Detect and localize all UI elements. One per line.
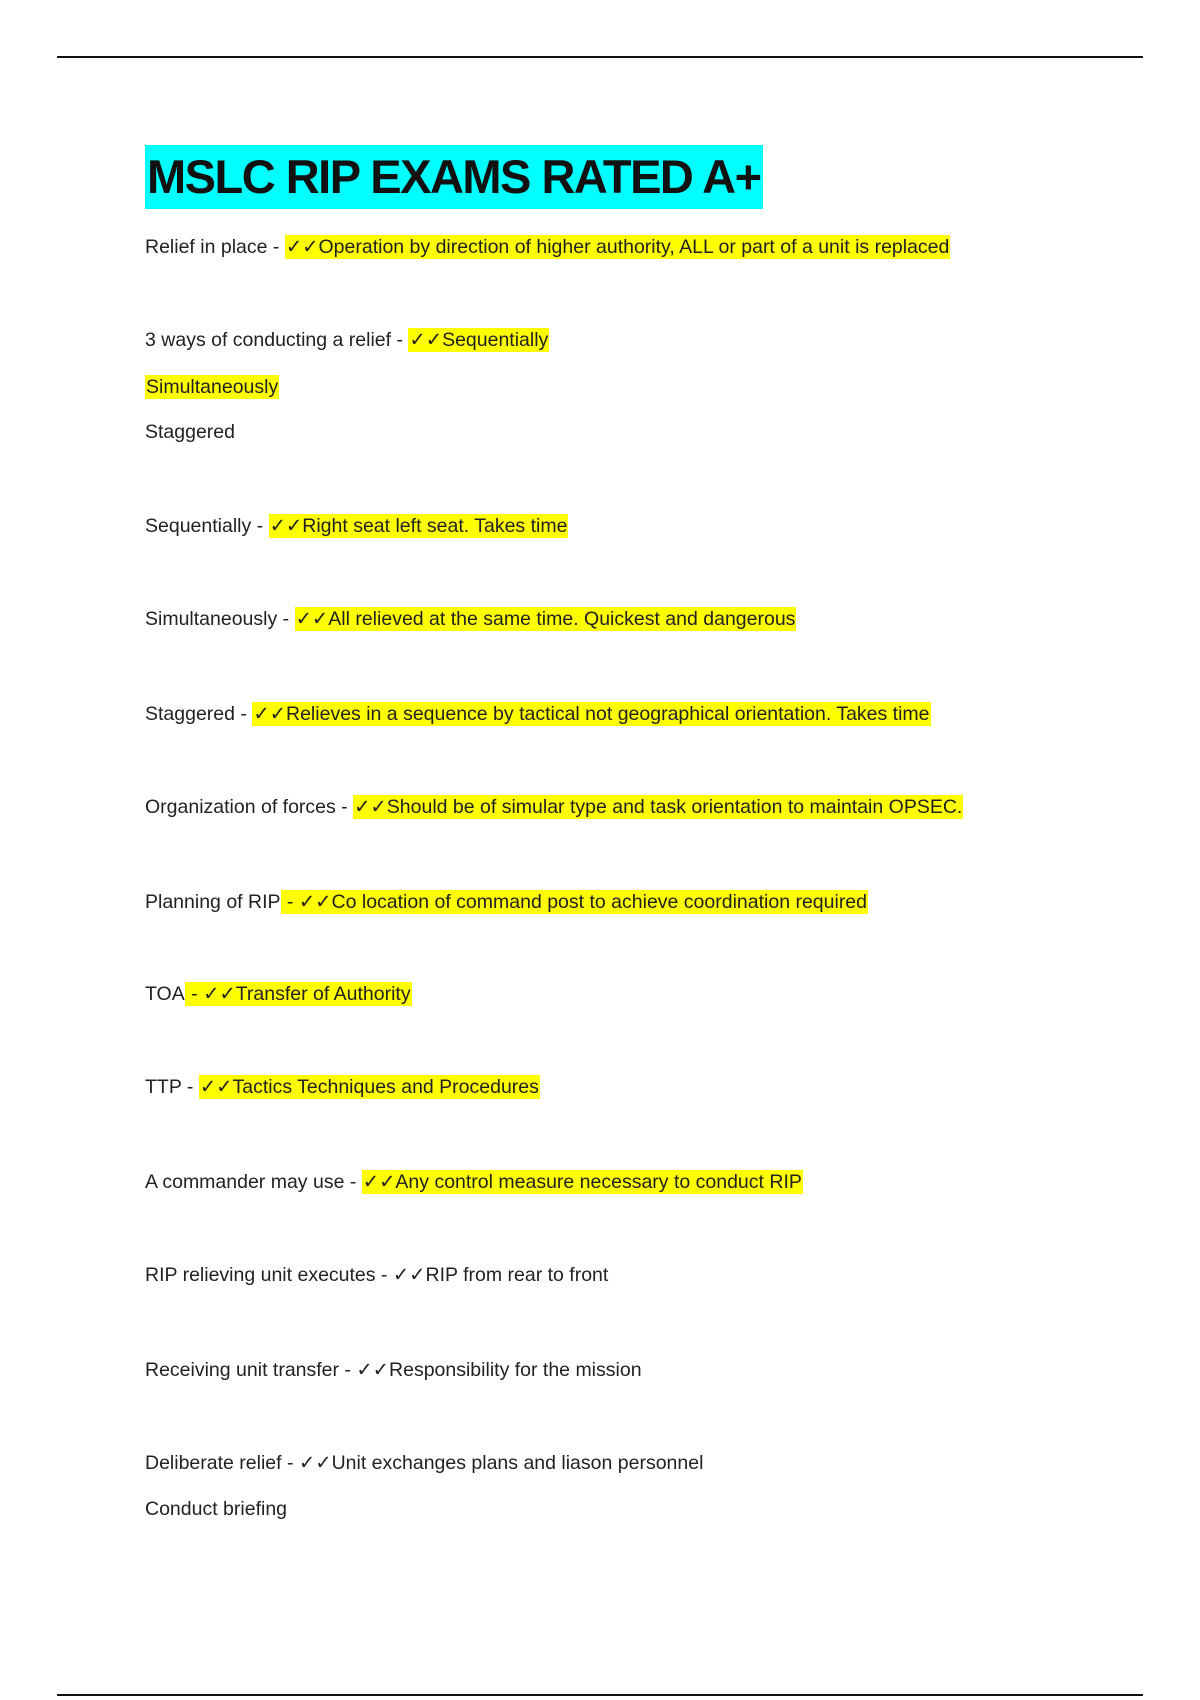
entry-conduct-briefing bbox=[145, 1495, 287, 1523]
entry-answer: ✓✓Operation by direction of higher authority, ALL or part of a unit is replaced bbox=[285, 236, 950, 258]
entry-planning-of-rip bbox=[145, 888, 868, 916]
entry-answer: ✓✓Right seat left seat. Takes time bbox=[269, 515, 568, 537]
entry-rip-relieving-unit bbox=[145, 1261, 608, 1289]
entry-simultaneously bbox=[145, 605, 796, 633]
entry-ways-of-relief bbox=[145, 326, 549, 354]
entry-term: A commander may use - bbox=[145, 1171, 362, 1193]
entry-answer: ✓✓Should be of simular type and task orientation to maintain OPSEC. bbox=[354, 796, 963, 818]
entry-term: Planning of RIP bbox=[145, 891, 281, 913]
entry-staggered bbox=[145, 700, 931, 728]
entry-answer: ✓✓Relieves in a sequence by tactical not geographical orientation. Takes time bbox=[253, 703, 930, 725]
entry-term: Deliberate relief - ✓✓Unit exchanges plans and liason personnel bbox=[145, 1452, 704, 1474]
entry-answer: ✓✓Tactics Techniques and Procedures bbox=[199, 1076, 539, 1098]
entry-sequentially bbox=[145, 512, 568, 540]
entry-term: Staggered - bbox=[145, 703, 253, 725]
entry-toa bbox=[145, 980, 412, 1008]
entry-term: 3 ways of conducting a relief - bbox=[145, 329, 409, 351]
entry-term: TTP - bbox=[145, 1076, 199, 1098]
entry-relief-in-place bbox=[145, 233, 950, 261]
entry-term: Conduct briefing bbox=[145, 1498, 288, 1520]
entry-ttp bbox=[145, 1073, 540, 1101]
entry-answer: ✓✓All relieved at the same time. Quickest and dangerous bbox=[295, 608, 796, 630]
entry-term: Receiving unit transfer - ✓✓Responsibility for the mission bbox=[145, 1359, 642, 1381]
title-block bbox=[145, 145, 763, 209]
document-title: MSLC RIP EXAMS RATED A+ bbox=[145, 145, 763, 209]
entry-deliberate-relief bbox=[145, 1449, 703, 1477]
entry-simultaneously-item bbox=[145, 373, 279, 401]
entry-answer: ✓✓Sequentially bbox=[409, 329, 549, 351]
entry-answer: - ✓✓Co location of command post to achieve coordination required bbox=[281, 891, 868, 913]
entry-term: Simultaneously - bbox=[145, 608, 295, 630]
footer-rule bbox=[57, 1694, 1143, 1696]
entry-term: Staggered bbox=[145, 421, 235, 443]
entry-commander-may-use bbox=[145, 1168, 803, 1196]
entry-term: RIP relieving unit executes - ✓✓RIP from rear to front bbox=[145, 1264, 609, 1286]
entry-staggered-item bbox=[145, 418, 235, 446]
entry-term: Sequentially - bbox=[145, 515, 269, 537]
entry-term: Organization of forces - bbox=[145, 796, 354, 818]
entry-term: TOA bbox=[145, 983, 185, 1005]
entry-receiving-unit-transfer bbox=[145, 1356, 642, 1384]
entry-answer: - ✓✓Transfer of Authority bbox=[185, 983, 411, 1005]
entry-organization-of-forces bbox=[145, 793, 963, 821]
entry-term: Relief in place - bbox=[145, 236, 285, 258]
entry-answer: Simultaneously bbox=[146, 376, 279, 398]
header-rule bbox=[57, 56, 1143, 58]
entry-answer: ✓✓Any control measure necessary to conduct RIP bbox=[362, 1171, 802, 1193]
